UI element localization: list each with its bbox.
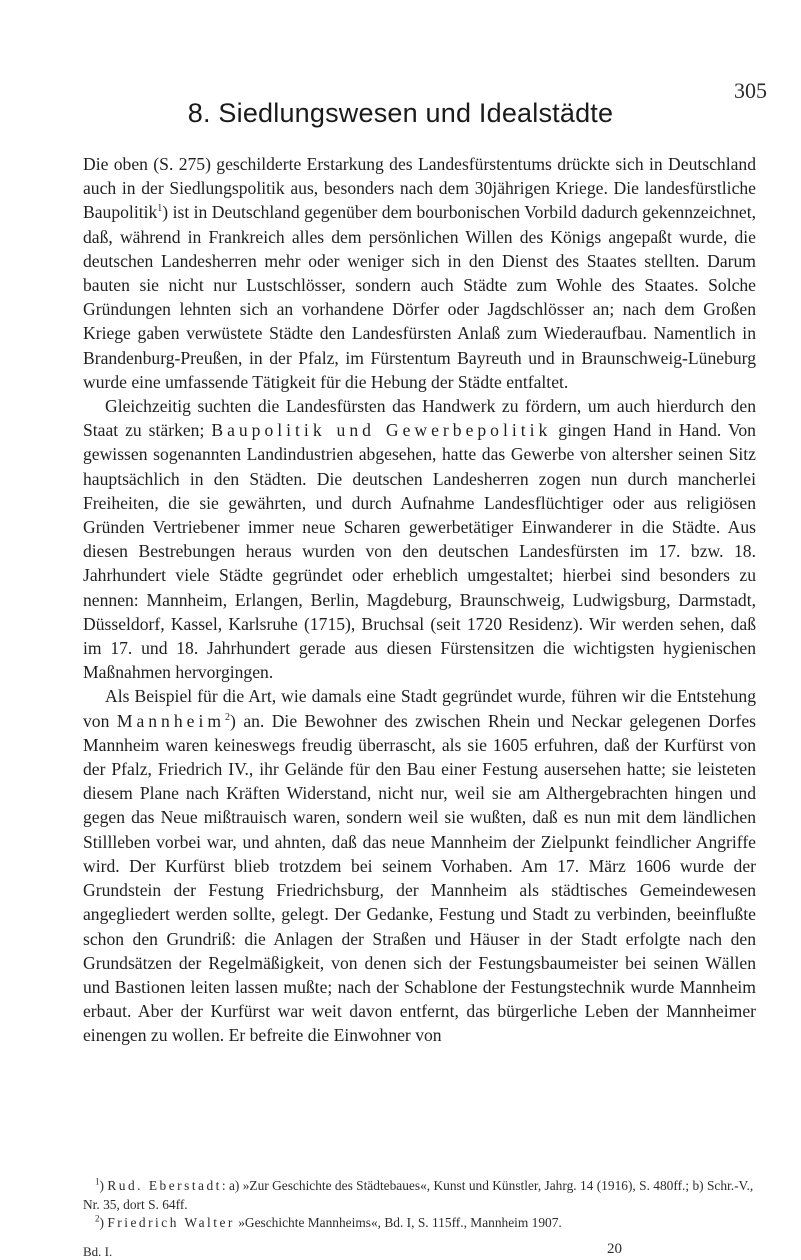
chapter-heading: 8. Siedlungswesen und Idealstädte bbox=[187, 98, 614, 128]
paragraph-3-start: Als Beispiel für die Art, wie damals eine Stadt gegründet wurde, führen wir die Entstehung von bbox=[83, 686, 756, 731]
footnote-2-text: »Geschichte Mannheims«, Bd. I, S. 115ff., Mannheim 1907. bbox=[238, 1215, 562, 1230]
footnote-2-author: Friedrich Walter bbox=[107, 1215, 235, 1230]
footnote-1-text: : a) »Zur Geschichte des Städtebaues«, Kunst und Künstler, Jahrg. 14 (1916), S. 480ff.; b) Schr.-V., Nr. 35, dort S. 64ff. bbox=[83, 1178, 754, 1212]
footnote-2: $^2$) Friedrich Walter »Geschichte Mannheims«, Bd. I, S. 115ff., Mannheim 1907. bbox=[95, 1213, 562, 1230]
paragraph-1 bbox=[83, 152, 756, 394]
footnote-1: $^1$) Rud. Eberstadt: a) »Zur Geschichte des Städtebaues«, Kunst und Künstler, Jahrg. 14 (1916), S. 480ff.; b) Schr.-V., Nr. 35, dort S. 64ff. bbox=[83, 1176, 754, 1212]
signature-mark: 20 bbox=[607, 1241, 622, 1257]
emphasis-mannheim: Mannheim bbox=[116, 710, 226, 731]
body-text bbox=[83, 152, 756, 1048]
paragraph-2-start: Gleichzeitig suchten die Landesfürsten das Handwerk zu fördern, um auch hierdurch den Staat zu stärken; bbox=[83, 396, 756, 441]
footnote-ref-2: 2 bbox=[225, 711, 231, 723]
emphasis-baupolitik: Baupolitik und Gewerbepolitik bbox=[211, 420, 552, 441]
footnote-1-marker: 1 bbox=[95, 1176, 100, 1187]
footnotes bbox=[83, 1177, 756, 1233]
page-number: 305 bbox=[734, 78, 767, 103]
footnote-1-author: Rud. Eberstadt bbox=[107, 1178, 222, 1193]
paragraph-1-text: Die oben (S. 275) geschilderte Erstarkung des Landesfürstentums drückte sich in Deutschland auch in der Siedlungspolitik aus, besonders nach dem 30jährigen Kriege. Die landesfürstliche Baupolitik bbox=[83, 154, 756, 223]
footnote-ref-1: 1 bbox=[157, 203, 163, 215]
footnote-2-marker: 2 bbox=[95, 1213, 100, 1224]
volume-label: Bd. I. bbox=[83, 1244, 113, 1259]
paragraph-3-rest: ) an. Die Bewohner des zwischen Rhein und Neckar gelegenen Dorfes Mannheim waren keineswegs freudig überrascht, als sie 1605 erfuhren, daß der Kurfürst von der Pfalz, Friedrich IV., ihr Gelände für den Bau einer Festung ausersehen hatte; sie leisteten diesem Plane nach Kräften Widerstand, nicht nur, weil sie am Althergebrachten hingen und gegen das Neue mißtrauisch waren, sondern weil sie wußten, daß es nun mit dem ländlichen Stillleben vorbei war, und ahnten, daß das neue Mannheim der Zielpunkt feindlicher Angriffe wird. Der Kurfürst blieb trotzdem bei seinem Vorhaben. Am 17. März 1606 wurde der Grundstein der Festung Friedrichsburg, der Mannheim als städtisches Gemeindewesen angegliedert werden sollte, gelegt. Der Gedanke, Festung und Stadt zu verbinden, beeinflußte schon den Grundriß: die Anlagen der Straßen und Häuser in der Stadt erfolgte nach den Grundsätzen der Regelmäßigkeit, von denen sich der Festungsbaumeister bei seinen Wällen und Bastionen leiten lassen mußte; nach der Schablone der Festungstechnik wurde Mannheim erbaut. Aber der Kurfürst war weit davon entfernt, das bürgerliche Leben der Mannheimer einengen zu wollen. Er befreite die Einwohner von bbox=[83, 710, 756, 1046]
paragraph-3 bbox=[83, 684, 756, 1047]
paragraph-2 bbox=[83, 394, 756, 684]
paragraph-2-rest: gingen Hand in Hand. Von gewissen sogenannten Landindustrien abgesehen, hatte das Gewerbe von altersher seinen Sitz hauptsächlich in den Städten. Die deutschen Landesherren zogen nun durch mancherlei Freiheiten, die sie gewährten, und durch Aufnahme Landesflüchtiger oder aus religiösen Gründen Vertriebener immer neue Scharen gewerbetätiger Einwanderer in die Städte. Aus diesen Bestrebungen heraus wurden von den deutschen Landesfürsten im 17. bzw. 18. Jahrhundert viele Städte gegründet oder erheblich umgestaltet; hierbei sind besonders zu nennen: Mannheim, Erlangen, Berlin, Magdeburg, Braunschweig, Ludwigsburg, Darmstadt, Düsseldorf, Kassel, Karlsruhe (1715), Bruchsal (seit 1720 Residenz). Wir werden sehen, daß im 17. und 18. Jahrhundert gerade aus diesen Fürstensitzen die wichtigsten hygienischen Maßnahmen hervorgingen. bbox=[83, 420, 756, 683]
paragraph-1-rest: ) ist in Deutschland gegenüber dem bourbonischen Vorbild dadurch gekennzeichnet, daß, während in Frankreich alles dem persönlichen Willen des Königs angepaßt wurde, die deutschen Landesherren mehr oder weniger sich in den Dienst des Staates stellten. Darum bauten sie nicht nur Lustschlösser, sondern auch Städte zum Wohle des Staates. Solche Gründungen lehnten sich an vorhandene Dörfer oder Jagdschlösser an; nach dem Großen Kriege gaben verwüstete Städte den Landesfürsten Anlaß zum Wiederaufbau. Namentlich in Brandenburg-Preußen, in der Pfalz, im Fürstentum Bayreuth und in Braunschweig-Lüneburg wurde eine umfassende Tätigkeit für die Hebung der Städte entfaltet. bbox=[83, 202, 756, 392]
